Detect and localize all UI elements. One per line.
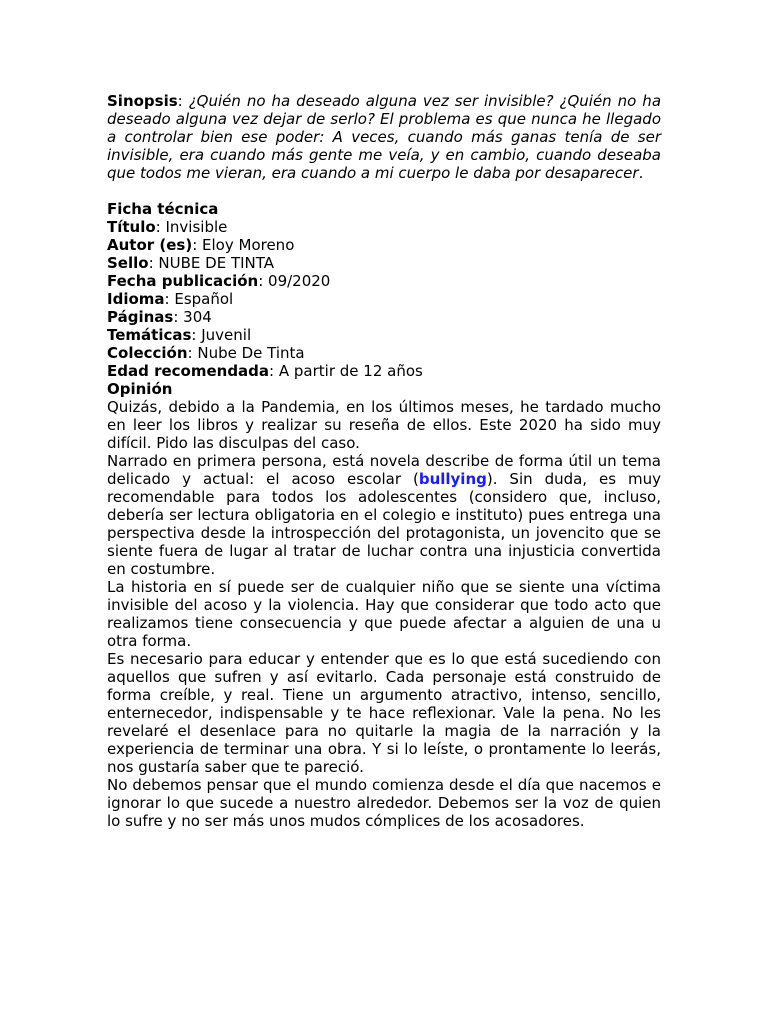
ficha-field [107,290,661,308]
ficha-fields-list [107,218,661,380]
ficha-heading: Ficha técnica [107,200,219,218]
ficha-field [107,326,661,344]
ficha-field-value: Nube De Tinta [197,344,305,362]
ficha-field-value: Juvenil [201,326,252,344]
ficha-field-value: 304 [183,308,212,326]
ficha-field-value: 09/2020 [268,272,331,290]
ficha-field-value: NUBE DE TINTA [158,254,275,272]
synopsis-paragraph [107,92,661,182]
opinion-paragraph-1: Quizás, debido a la Pandemia, en los últimos meses, he tardado mucho en leer los libros y realizar su reseña de ellos. Este 2020 ha sido muy difícil. Pido las disculpas del caso. [107,398,661,452]
opinion-paragraph-2 [107,452,661,578]
ficha-field [107,272,661,290]
opinion-heading: Opinión [107,380,173,398]
ficha-field [107,362,661,380]
ficha-field-label: Autor (es) [107,236,193,254]
ficha-field-value: Español [174,290,234,308]
synopsis-text: ¿Quién no ha deseado alguna vez ser invisible? ¿Quién no ha deseado alguna vez dejar de serlo? El problema es que nunca he llegado a controlar bien ese poder: A veces, cuando más ganas tenía de ser invisible, era cuando más gente me veía, y en cambio, cuando deseaba que todos me vieran, era cuando a mi cuerpo le daba por desaparecer [107,92,662,182]
ficha-field-label: Colección [107,344,188,362]
ficha-field-value: A partir de 12 años [278,362,423,380]
ficha-field [107,308,661,326]
ficha-field [107,218,661,236]
ficha-field-label: Temáticas [107,326,192,344]
ficha-field-value: Eloy Moreno [202,236,295,254]
ficha-field [107,344,661,362]
synopsis-end: . [638,164,644,182]
ficha-field-label: Edad recomendada [107,362,270,380]
ficha-field-label: Fecha publicación [107,272,259,290]
ficha-field-separator: : [173,308,184,326]
ficha-field-separator: : [192,236,203,254]
opinion-paragraph-4: Es necesario para educar y entender que es lo que está sucediendo con aquellos que sufren y así evitarlo. Cada personaje está construido de forma creíble, y real. Tiene un argumento atractivo, intenso, sencillo, enternecedor, indispensable y te hace reflexionar. Vale la pena. No les revelaré el desenlace para no quitarle la magia de la narración y la experiencia de terminar una obra. Y si lo leíste, o prontamente lo leerás, nos gustaría saber que te pareció. [107,650,661,776]
opinion-paragraph-2-before: Narrado en primera persona, está novela describe de forma útil un tema delicado y actual: el acoso escolar ( [107,452,661,488]
bullying-link[interactable]: bullying [418,470,487,488]
ficha-field-separator: : [187,344,198,362]
ficha-field-separator: : [155,218,166,236]
ficha-field-separator: : [269,362,279,380]
ficha-field-label: Idioma [107,290,165,308]
ficha-field-label: Sello [107,254,149,272]
ficha-field-label: Título [107,218,156,236]
ficha-field-value: Invisible [165,218,228,236]
ficha-field-separator: : [191,326,202,344]
ficha-field-separator: : [258,272,269,290]
opinion-paragraph-2-after: ). Sin duda, es muy recomendable para todos los adolescentes (considero que, incluso, debería ser lectura obligatoria en el colegio e instituto) pues entrega una perspectiva desde la introspección del protagonista, un jovencito que se siente fuera de lugar al tratar de luchar contra una injusticia convertida en costumbre. [107,470,661,578]
ficha-field [107,236,661,254]
ficha-field-label: Páginas [107,308,174,326]
document-page [107,92,661,830]
ficha-field [107,254,661,272]
synopsis-colon: : [177,92,189,110]
opinion-paragraph-3: La historia en sí puede ser de cualquier niño que se siente una víctima invisible del acoso y la violencia. Hay que considerar que todo acto que realizamos tiene consecuencia y que puede afectar a alguien de una u otra forma. [107,578,661,650]
synopsis-label: Sinopsis [107,92,178,110]
opinion-paragraph-5: No debemos pensar que el mundo comienza desde el día que nacemos e ignorar lo que sucede a nuestro alrededor. Debemos ser la voz de quien lo sufre y no ser más unos mudos cómplices de los acosadores. [107,776,661,830]
ficha-field-separator: : [164,290,175,308]
ficha-field-separator: : [148,254,159,272]
